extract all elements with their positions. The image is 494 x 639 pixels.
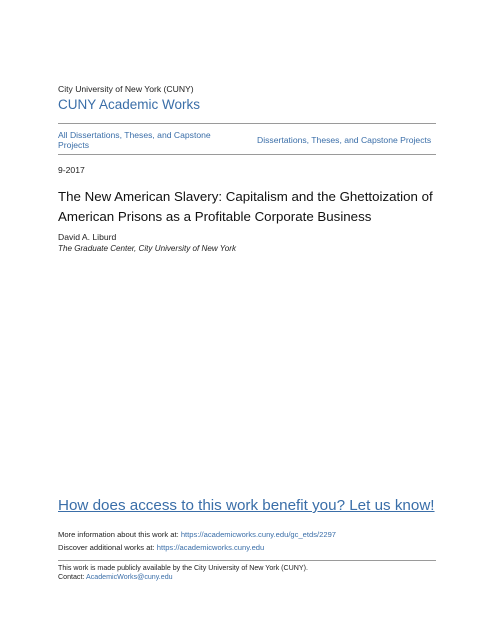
contact-email-link[interactable]: AcademicWorks@cuny.edu <box>86 573 173 581</box>
discover-url-link[interactable]: https://academicworks.cuny.edu <box>156 543 265 552</box>
more-info-line <box>58 530 336 539</box>
availability-notice: This work is made publicly available by the City University of New York (CUNY). <box>58 564 308 572</box>
author-name: David A. Liburd <box>58 232 117 242</box>
collection-divider <box>58 154 436 155</box>
top-divider <box>58 123 436 124</box>
contact-line <box>58 573 173 581</box>
more-info-label: More information about this work at: <box>58 530 181 539</box>
publication-date: 9-2017 <box>58 165 85 175</box>
discover-label: Discover additional works at: <box>58 543 157 552</box>
work-url-link[interactable]: https://academicworks.cuny.edu/gc_etds/2297 <box>180 530 337 539</box>
discover-line <box>58 543 264 552</box>
author-affiliation: The Graduate Center, City University of New York <box>58 244 236 253</box>
institution-name: City University of New York (CUNY) <box>58 84 194 94</box>
feedback-link[interactable]: How does access to this work benefit you? Let us know! <box>58 497 435 514</box>
collection-link-all[interactable]: All Dissertations, Theses, and Capstone Projects <box>58 130 211 150</box>
work-title: The New American Slavery: Capitalism and the Ghettoization of American Prisons as a Profitable Corporate Business <box>58 189 433 224</box>
collection-link-dissertations[interactable]: Dissertations, Theses, and Capstone Projects <box>257 135 432 145</box>
contact-label: Contact: <box>58 573 86 581</box>
repository-link[interactable]: CUNY Academic Works <box>58 97 201 112</box>
footer-divider <box>58 560 436 561</box>
